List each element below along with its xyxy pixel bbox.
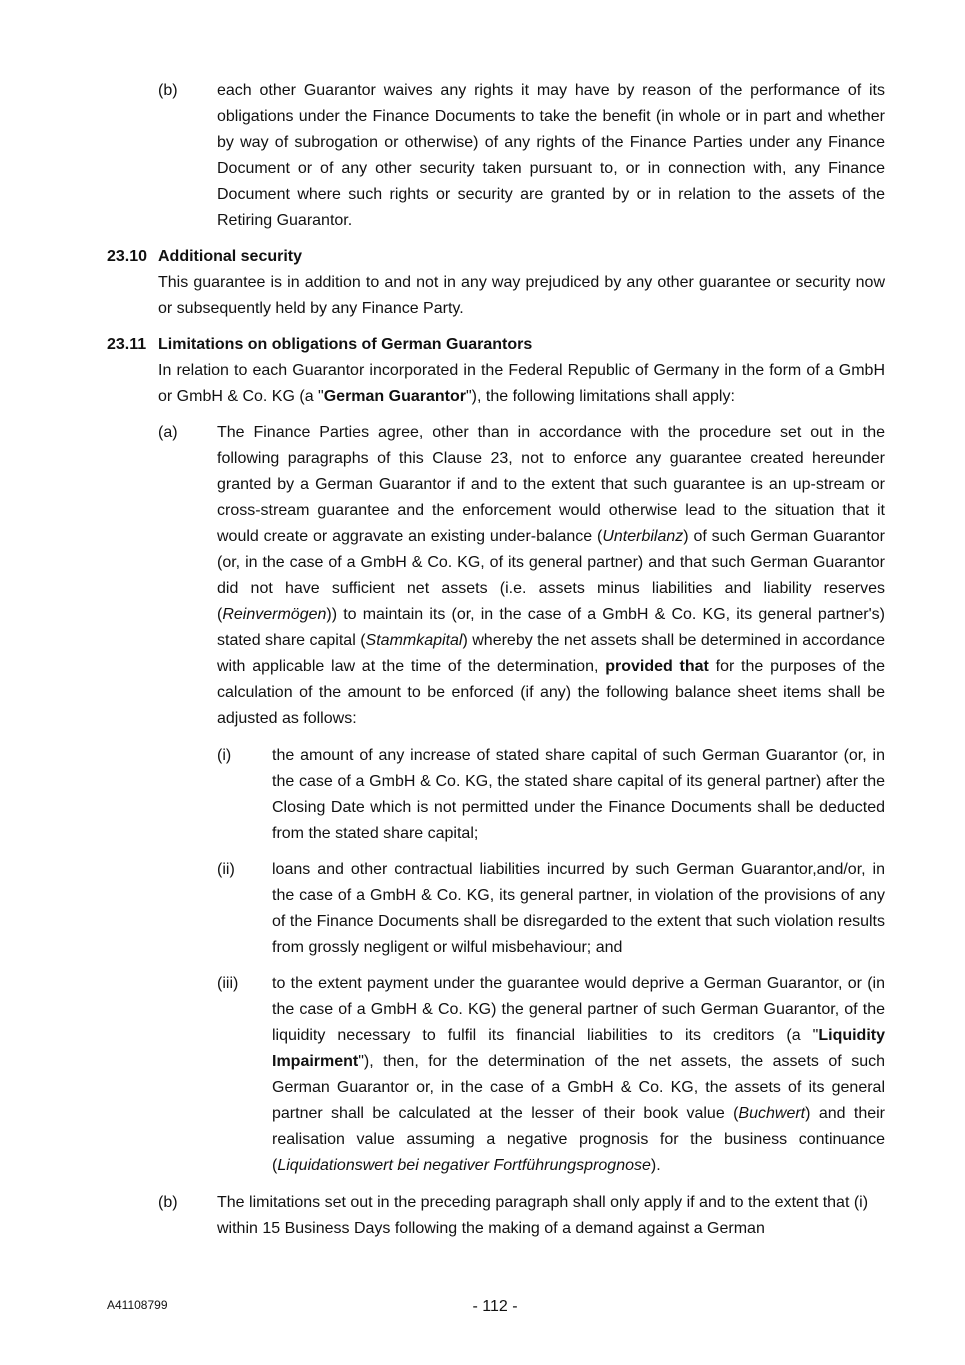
para-a-label: (a): [158, 424, 178, 441]
sub-i-label: (i): [217, 747, 232, 764]
defined-term-german-guarantor: German Guarantor: [323, 388, 466, 405]
clause-23-10-number: 23.10: [107, 248, 148, 265]
para-a-text: The Finance Parties agree, other than in accordance with the procedure set out in the following paragraphs of this Clause 23, not to enforce any guarantee created hereunder granted by a German Guarantor if and to the extent that such guarantee is an up-stream or cross-stream guarantee and the enforcement would otherwise lead to the situation that it would create or aggravate an existing under-balance (Unterbilanz) of such German Guarantor (or, in the case of a GmbH & Co. KG, of its general partner) and that such German Guarantor did not have sufficient net assets (i.e. assets minus liabilities and liability reserves (Reinvermögen)) to maintain its (or, in the case of a GmbH & Co. KG, its general partner's) stated share capital (Stammkapital) whereby the net assets shall be determined in accordance with applicable law at the time of the determination, provided that for the purposes of the calculation of the amount to be enforced (if any) the following balance sheet items shall be adjusted as follows:: [217, 424, 886, 727]
clause-23-10-text: This guarantee is in addition to and not in any way prejudiced by any other guarantee or security now or subsequently held by any Finance Party.: [158, 274, 885, 317]
footer-page-number: - 112 -: [472, 1298, 518, 1315]
defined-term-liquidity-impairment: Liquidity Impairment: [272, 1027, 885, 1070]
sub-ii-label: (ii): [217, 861, 235, 878]
clause-23-11-intro: In relation to each Guarantor incorporated in the Federal Republic of Germany in the form of a GmbH or GmbH & Co. KG (a "German Guarantor"), the following limitations shall apply:: [158, 362, 885, 405]
para-b-label: (b): [158, 1194, 178, 1211]
sub-ii-text: loans and other contractual liabilities incurred by such German Guarantor,and/or, in the case of a GmbH & Co. KG, its general partner, in violation of the provisions of any of the Finance Documents shall be disregarded to the extent that such violation results from grossly negligent or wilful misbehaviour; and: [272, 861, 885, 956]
para-b-top-label: (b): [158, 82, 178, 99]
para-b-top-text: each other Guarantor waives any rights it may have by reason of the performance of its obligations under the Finance Documents to take the benefit (in whole or in part and whether by way of subrogation or otherwise) of any rights of the Finance Parties under any Finance Document or of any other security taken pursuant to, or in connection with, any Finance Document where such rights or security are granted by or in relation to the assets of the Retiring Guarantor.: [217, 82, 885, 229]
clause-23-11-title: Limitations on obligations of German Guarantors: [158, 336, 533, 353]
footer-document-id: A41108799: [107, 1298, 168, 1312]
clause-23-10-title: Additional security: [158, 248, 303, 265]
sub-iii-text: to the extent payment under the guarantee would deprive a German Guarantor, or (in the case of a GmbH & Co. KG) the general partner of such German Guarantor, of the liquidity necessary to fulfil its financial liabilities to its creditors (a "Liquidity Impairment"), then, for the determination of the net assets, the assets of such German Guarantor or, in the case of a GmbH & Co. KG, the assets of its general partner shall be calculated at the lesser of their book value (Buchwert) and their realisation value assuming a negative prognosis for the business continuance (Liquidationswert bei negativer Fortführungsprognose).: [272, 975, 885, 1174]
clause-23-11-number: 23.11: [107, 336, 147, 353]
defined-term-provided-that: provided that: [605, 658, 709, 675]
sub-iii-label: (iii): [217, 975, 239, 992]
para-b-text: The limitations set out in the preceding paragraph shall only apply if and to the extent that (i) within 15 Business Days following the making of a demand against a German: [217, 1194, 869, 1237]
sub-i-text: the amount of any increase of stated share capital of such German Guarantor (or, in the case of a GmbH & Co. KG, the stated share capital of its general partner) after the Closing Date which is not permitted under the Finance Documents shall be deducted from the stated share capital;: [272, 747, 885, 842]
